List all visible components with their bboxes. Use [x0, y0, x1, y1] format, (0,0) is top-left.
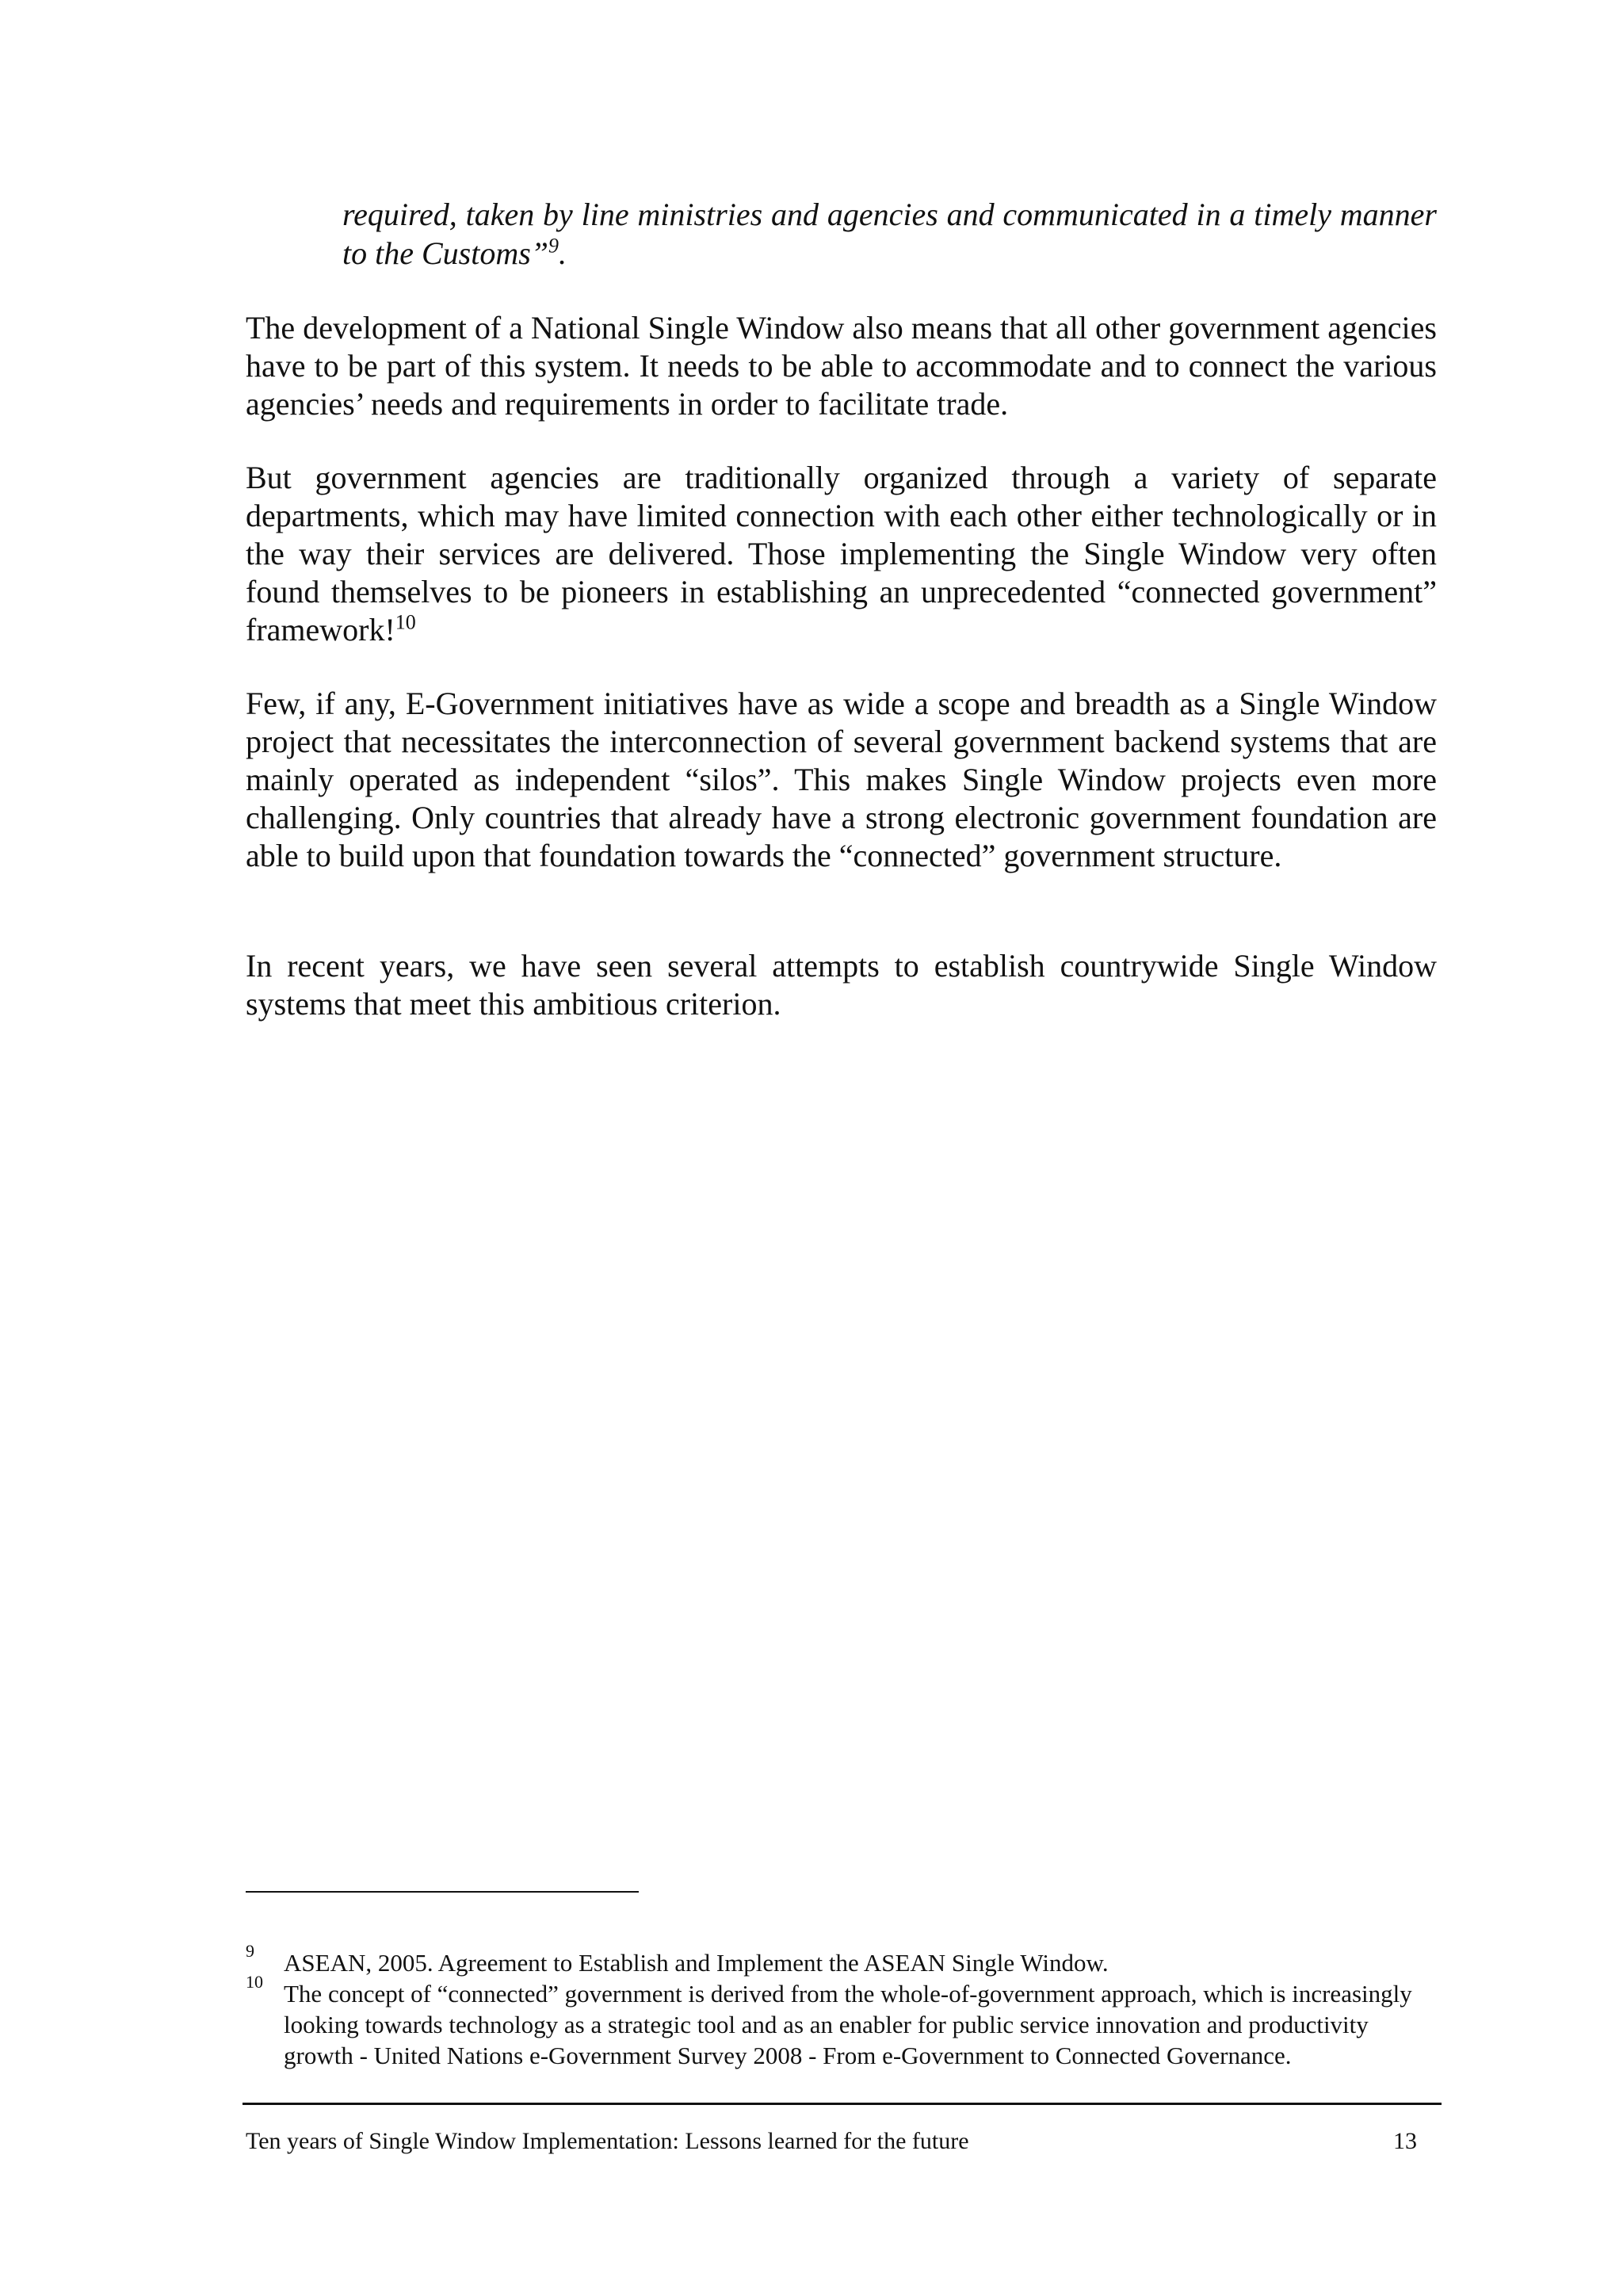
footnote-number: 9 — [246, 1941, 254, 1961]
footnote-number: 10 — [246, 1972, 263, 1992]
paragraph-2-text: But government agencies are traditionally organized through a variety of separate departments, which may have limited connection with each other either technologically or in the way their services are delivered. Those implementing the Single Window very often found themselves to be pioneers in establishing an unprecedented “connected government” framework! — [246, 460, 1437, 648]
paragraph-4: In recent years, we have seen several attempts to establish countrywide Single Window systems that meet this ambitious criterion. — [246, 948, 1437, 1022]
quote-text: required, taken by line ministries and agencies and communicated in a timely manner to the Customs” — [342, 197, 1437, 271]
footnote-ref-9[interactable]: 9 — [548, 234, 559, 258]
block-quote — [342, 195, 1437, 273]
footnote-text: The concept of “connected” government is derived from the whole-of-government approach, which is increasingly looking towards technology as a strategic tool and as an enabler for public service innovation and productivity growth - United Nations e-Government Survey 2008 - From e-Government to Connected Governance. — [284, 1980, 1412, 2069]
paragraph-1: The development of a National Single Window also means that all other government agencies have to be part of this system. It needs to be able to accommodate and to connect the various agencies’ needs and requirements in order to facilitate trade. — [246, 310, 1437, 422]
page-number: 13 — [1393, 2128, 1417, 2154]
footnote-9 — [246, 1941, 1437, 1978]
quote-end: . — [559, 235, 567, 271]
footnote-text: ASEAN, 2005. Agreement to Establish and Implement the ASEAN Single Window. — [284, 1949, 1109, 1977]
footnote-separator — [246, 1891, 639, 1893]
footnote-ref-10[interactable]: 10 — [395, 610, 416, 634]
footnote-10 — [246, 1972, 1437, 2071]
footer-rule — [242, 2103, 1442, 2105]
paragraph-2 — [246, 459, 1437, 649]
paragraph-3: Few, if any, E-Government initiatives have as wide a scope and breadth as a Single Window project that necessitates the interconnection of several government backend systems that are mainly operated as independent “silos”. This makes Single Window projects even more challenging. Only countries that already have a strong electronic government foundation are able to build upon that foundation towards the “connected” government structure. — [246, 686, 1437, 873]
footer-title: Ten years of Single Window Implementation: Lessons learned for the future — [246, 2128, 969, 2154]
